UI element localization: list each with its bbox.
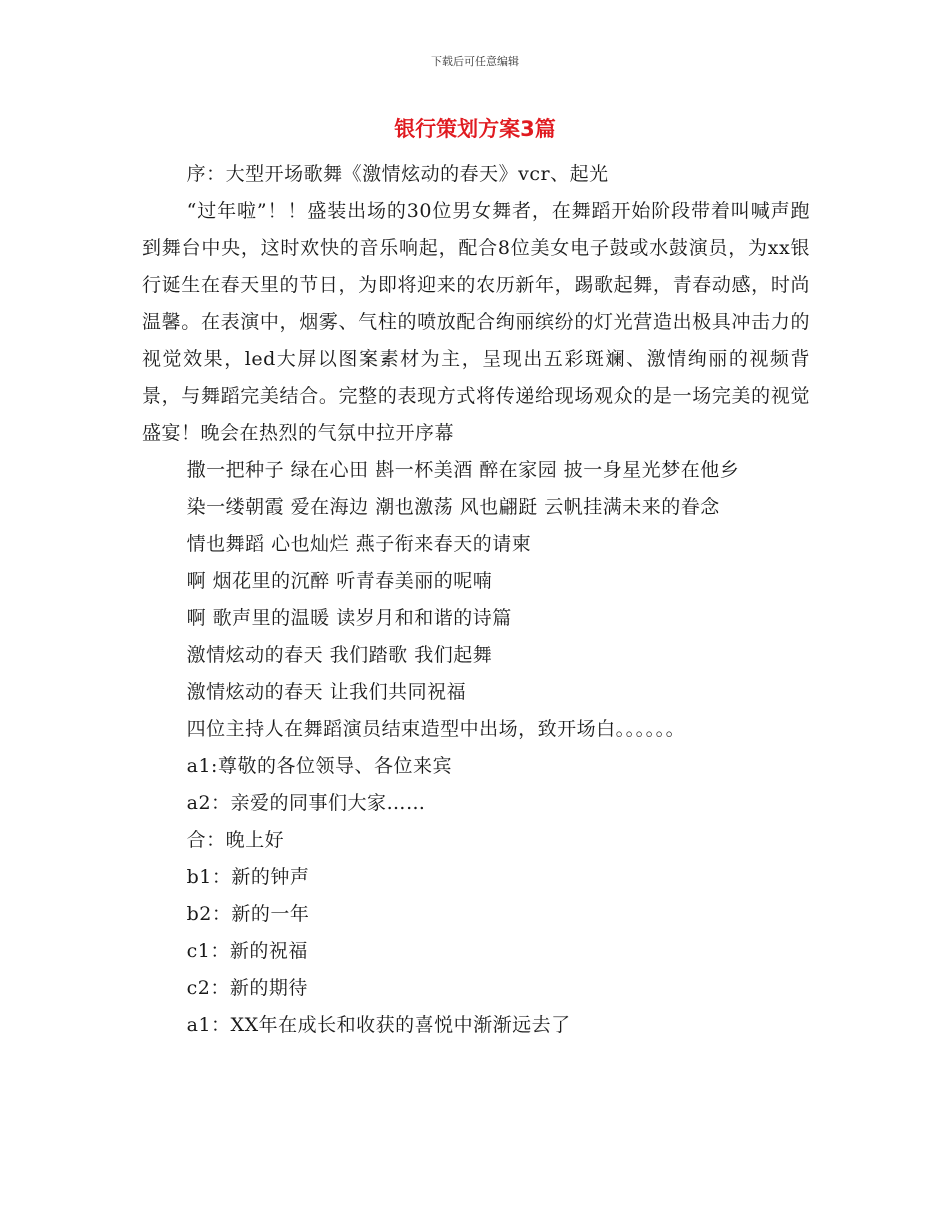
host-line: c1：新的祝福 [186,940,308,962]
page-header-note: 下载后可任意编辑 [431,55,519,68]
document-body [142,156,810,1044]
paragraph-opening-description: “过年啦”！！盛装出场的30位男女舞者，在舞蹈开始阶段带着叫喊声跑到舞台中央，这时欢快的音乐响起，配合8位美女电子鼓或水鼓演员，为xx银行诞生在春天里的节日，为即将迎来的农历新年，踢歌起舞，青春动感，时尚温馨。在表演中，烟雾、气柱的喷放配合绚丽缤纷的灯光营造出极具冲击力的视觉效果，led大屏以图案素材为主，呈现出五彩斑斓、激情绚丽的视频背景，与舞蹈完美结合。完整的表现方式将传递给现场观众的是一场完美的视觉盛宴！晚会在热烈的气氛中拉开序幕 [142,200,810,444]
host-line: 合：晚上好 [186,829,285,851]
lyric-line: 激情炫动的春天 我们踏歌 我们起舞 [186,644,493,666]
host-line: a2：亲爱的同事们大家…… [186,792,426,814]
stage-direction: 四位主持人在舞蹈演员结束造型中出场，致开场白。。。。。。 [186,718,686,740]
host-line: a1:尊敬的各位领导、各位来宾 [186,755,452,777]
lyric-line: 激情炫动的春天 让我们共同祝福 [186,681,467,703]
lyric-line: 染一缕朝霞 爱在海边 潮也激荡 风也翩跹 云帆挂满未来的眷念 [186,496,720,518]
paragraph-preface: 序：大型开场歌舞《激情炫动的春天》vcr、起光 [186,163,609,185]
document-title: 银行策划方案3篇 [394,117,556,141]
lyric-line: 啊 歌声里的温暖 读岁月和和谐的诗篇 [186,607,512,629]
host-line: a1：XX年在成长和收获的喜悦中渐渐远去了 [186,1014,571,1036]
lyric-line: 撒一把种子 绿在心田 斟一杯美酒 醉在家园 披一身星光梦在他乡 [186,459,740,481]
lyric-line: 情也舞蹈 心也灿烂 燕子衔来春天的请柬 [186,533,532,555]
lyric-line: 啊 烟花里的沉醉 听青春美丽的呢喃 [186,570,493,592]
host-line: b1：新的钟声 [186,866,310,888]
host-line: b2：新的一年 [186,903,310,925]
host-line: c2：新的期待 [186,977,308,999]
